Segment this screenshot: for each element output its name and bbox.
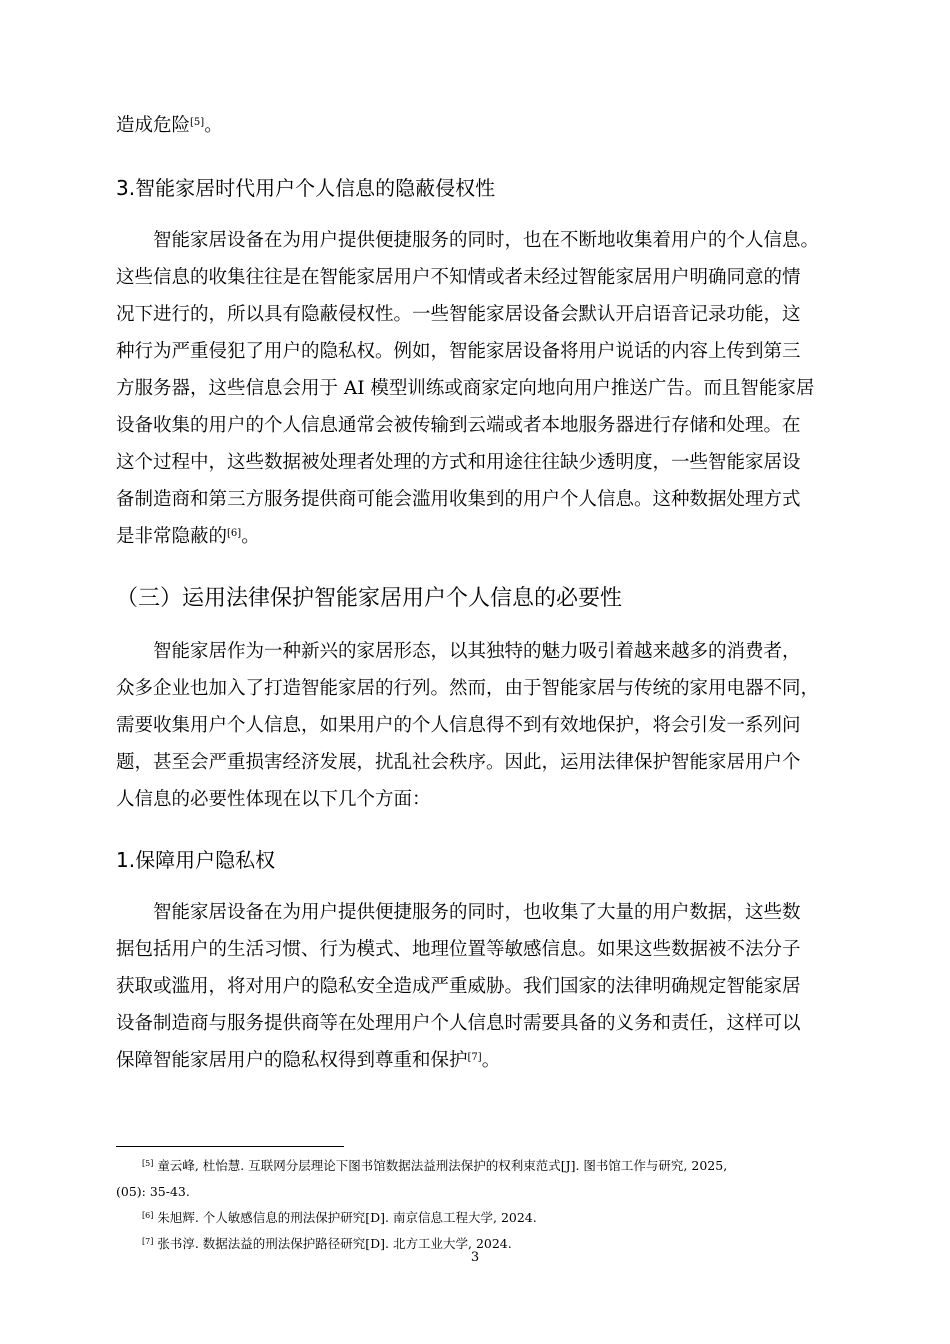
footnote-5	[142, 1158, 727, 1174]
sec3-line-2: 这些信息的收集往往是在智能家居用户不知情或者未经过智能家居用户明确同意的情	[116, 267, 801, 288]
sec3-last-end: 。	[241, 526, 260, 547]
sec3-line-7: 这个过程中，这些数据被处理者处理的方式和用途往往缺少透明度，一些智能家居设	[116, 452, 801, 473]
intro-text: 造成危险	[116, 115, 191, 136]
footnote-6	[142, 1210, 537, 1226]
sec3-line-4: 种行为严重侵犯了用户的隐私权。例如，智能家居设备将用户说话的内容上传到第三	[116, 341, 801, 362]
ref-6: [6]	[227, 528, 242, 539]
sec1-line-5	[116, 1049, 500, 1073]
footnote-5-text: 童云峰, 杜怡慧. 互联网分层理论下图书馆数据法益刑法保护的权利束范式[J]. 图书馆工作与研究, 2025,	[157, 1158, 728, 1173]
footnote-mark-6: [6]	[142, 1211, 154, 1220]
intro-line	[116, 114, 223, 138]
sec1-line-1: 智能家居设备在为用户提供便捷服务的同时，也收集了大量的用户数据，这些数	[153, 902, 801, 923]
sec1-last-end: 。	[481, 1050, 501, 1071]
ref-5: [5]	[190, 117, 205, 128]
heading-section-c: （三）运用法律保护智能家居用户个人信息的必要性	[116, 586, 623, 611]
footnote-mark-7: [7]	[142, 1237, 154, 1246]
sec1-line-2: 据包括用户的生活习惯、行为模式、地理位置等敏感信息。如果这些数据被不法分子	[116, 939, 801, 960]
secC-line-2: 众多企业也加入了打造智能家居的行列。然而，由于智能家居与传统的家用电器不同，	[116, 678, 820, 699]
sec1-line-3: 获取或滥用，将对用户的隐私安全造成严重威胁。我们国家的法律明确规定智能家居	[116, 976, 801, 997]
footnote-7-text: 张书淳. 数据法益的刑法保护路径研究[D]. 北方工业大学, 2024.	[157, 1236, 512, 1251]
secC-line-4: 题，甚至会严重损害经济发展，扰乱社会秩序。因此，运用法律保护智能家居用户个	[116, 752, 801, 773]
ref-7: [7]	[467, 1052, 482, 1063]
footnote-mark-5: [5]	[142, 1159, 154, 1168]
sec3-line-6: 设备收集的用户的个人信息通常会被传输到云端或者本地服务器进行存储和处理。在	[116, 415, 801, 436]
sec3-line-9	[116, 525, 260, 549]
sec3-line-1: 智能家居设备在为用户提供便捷服务的同时，也在不断地收集着用户的个人信息。	[153, 230, 820, 251]
footnote-6-text: 朱旭辉. 个人敏感信息的刑法保护研究[D]. 南京信息工程大学, 2024.	[157, 1210, 537, 1225]
sec3-last-text: 是非常隐蔽的	[116, 526, 228, 547]
sec3-line-8: 备制造商和第三方服务提供商可能会滥用收集到的用户个人信息。这种数据处理方式	[116, 489, 801, 510]
sec1-line-4: 设备制造商与服务提供商等在处理用户个人信息时需要具备的义务和责任，这样可以	[116, 1013, 801, 1034]
secC-line-5: 人信息的必要性体现在以下几个方面：	[116, 789, 431, 810]
intro-end: 。	[204, 115, 223, 136]
footnote-separator	[116, 1146, 344, 1147]
footnote-5-continuation: (05): 35-43.	[116, 1184, 190, 1199]
heading-section-1: 1.保障用户隐私权	[116, 848, 276, 872]
heading-section-3: 3.智能家居时代用户个人信息的隐蔽侵权性	[116, 176, 496, 200]
secC-line-3: 需要收集用户个人信息，如果用户的个人信息得不到有效地保护，将会引发一系列问	[116, 715, 801, 736]
sec3-line-5: 方服务器，这些信息会用于 AI 模型训练或商家定向地向用户推送广告。而且智能家居	[116, 378, 815, 399]
sec1-last-text: 保障智能家居用户的隐私权得到尊重和保护	[116, 1050, 468, 1071]
secC-line-1: 智能家居作为一种新兴的家居形态，以其独特的魅力吸引着越来越多的消费者，	[153, 641, 801, 662]
page-number: 3	[470, 1250, 480, 1265]
sec3-line-3: 况下进行的，所以具有隐蔽侵权性。一些智能家居设备会默认开启语音记录功能，这	[116, 304, 801, 325]
